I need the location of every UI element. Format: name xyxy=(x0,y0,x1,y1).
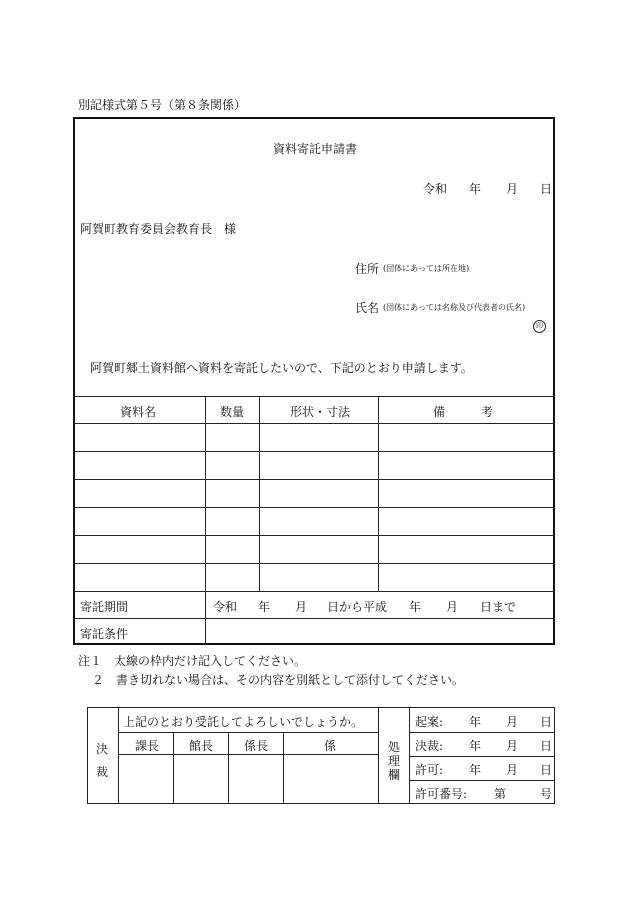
approval-row-border xyxy=(118,732,378,733)
table-row-border xyxy=(74,591,554,592)
table-row-border xyxy=(74,535,554,536)
record-label: 決裁: xyxy=(415,739,444,753)
table-row-border xyxy=(74,618,554,619)
period-era: 令和 xyxy=(213,600,238,614)
approval-row-border xyxy=(409,756,555,757)
record-month: 月 xyxy=(506,763,519,777)
period-month-from: 月 xyxy=(295,600,308,614)
approval-divider xyxy=(118,707,119,804)
record-day: 日 xyxy=(540,715,553,729)
date-year: 年 xyxy=(469,182,482,196)
date-day: 日 xyxy=(540,182,553,196)
record-month: 月 xyxy=(506,715,519,729)
permit-go: 号 xyxy=(540,787,553,801)
record-year: 年 xyxy=(469,715,482,729)
name-note: (団体にあっては名称及び代表者の氏名) xyxy=(383,303,526,312)
approval-divider xyxy=(378,707,379,804)
record-day: 日 xyxy=(540,763,553,777)
role-chief: 係長 xyxy=(244,739,269,753)
period-year-from: 年 xyxy=(258,600,271,614)
form-title: 資料寄託申請書 xyxy=(273,142,358,156)
shori-char: 理 xyxy=(388,754,401,768)
header-item-name: 資料名 xyxy=(120,405,157,419)
permit-label: 許可番号: xyxy=(415,787,468,801)
record-year: 年 xyxy=(469,763,482,777)
note-2: ２ 書き切れない場合は、その内容を別紙として添付してください。 xyxy=(92,673,465,687)
note-1: 注１ 太線の枠内だけ記入してください。 xyxy=(78,654,307,668)
addressee: 阿賀町教育委員会教育長 様 xyxy=(80,222,237,236)
shori-char: 処 xyxy=(388,740,401,754)
column-divider xyxy=(378,396,379,591)
period-from: 日から平成 xyxy=(327,600,388,614)
column-divider xyxy=(259,396,260,591)
table-row-border xyxy=(74,563,554,564)
role-section-chief: 課長 xyxy=(135,739,160,753)
application-frame xyxy=(73,117,555,645)
approval-question: 上記のとおり受託してよろしいでしょうか。 xyxy=(123,715,364,729)
period-label: 寄託期間 xyxy=(80,600,129,614)
request-statement: 阿賀町郷土資料館へ資料を寄託したいので、下記のとおり申請します。 xyxy=(90,361,473,375)
approval-row-border xyxy=(118,754,378,755)
name-label: 氏名 xyxy=(355,301,380,315)
table-row-border xyxy=(74,423,554,424)
table-row-border xyxy=(74,507,554,508)
table-top-border xyxy=(74,396,554,397)
seal-mark: 印 xyxy=(533,320,546,333)
period-month-to: 月 xyxy=(446,600,459,614)
approval-divider xyxy=(228,732,229,804)
kessai-char: 決 xyxy=(96,742,109,756)
role-staff: 係 xyxy=(324,739,337,753)
record-day: 日 xyxy=(540,739,553,753)
record-month: 月 xyxy=(506,739,519,753)
approval-divider xyxy=(283,732,284,804)
role-director: 館長 xyxy=(189,739,214,753)
permit-dai: 第 xyxy=(494,787,507,801)
record-year: 年 xyxy=(469,739,482,753)
address-note: (団体にあっては所在地) xyxy=(383,264,470,273)
record-label: 許可: xyxy=(415,763,444,777)
approval-row-border xyxy=(409,732,555,733)
date-month: 月 xyxy=(506,182,519,196)
header-shape-size: 形状・寸法 xyxy=(290,405,351,419)
address-label: 住所 xyxy=(355,262,380,276)
table-row-border xyxy=(74,451,554,452)
record-label: 起案: xyxy=(415,715,444,729)
date-era: 令和 xyxy=(423,182,448,196)
header-quantity: 数量 xyxy=(220,405,245,419)
period-to: 日まで xyxy=(480,600,517,614)
period-year-to: 年 xyxy=(409,600,422,614)
shori-char: 欄 xyxy=(388,768,401,782)
approval-divider xyxy=(173,732,174,804)
conditions-label: 寄託条件 xyxy=(80,627,129,641)
header-remarks: 備 考 xyxy=(433,405,494,419)
form-reference: 別記様式第５号（第８条関係） xyxy=(78,98,247,112)
table-row-border xyxy=(74,479,554,480)
approval-row-border xyxy=(409,780,555,781)
kessai-char: 裁 xyxy=(96,765,109,779)
column-divider xyxy=(205,396,206,645)
